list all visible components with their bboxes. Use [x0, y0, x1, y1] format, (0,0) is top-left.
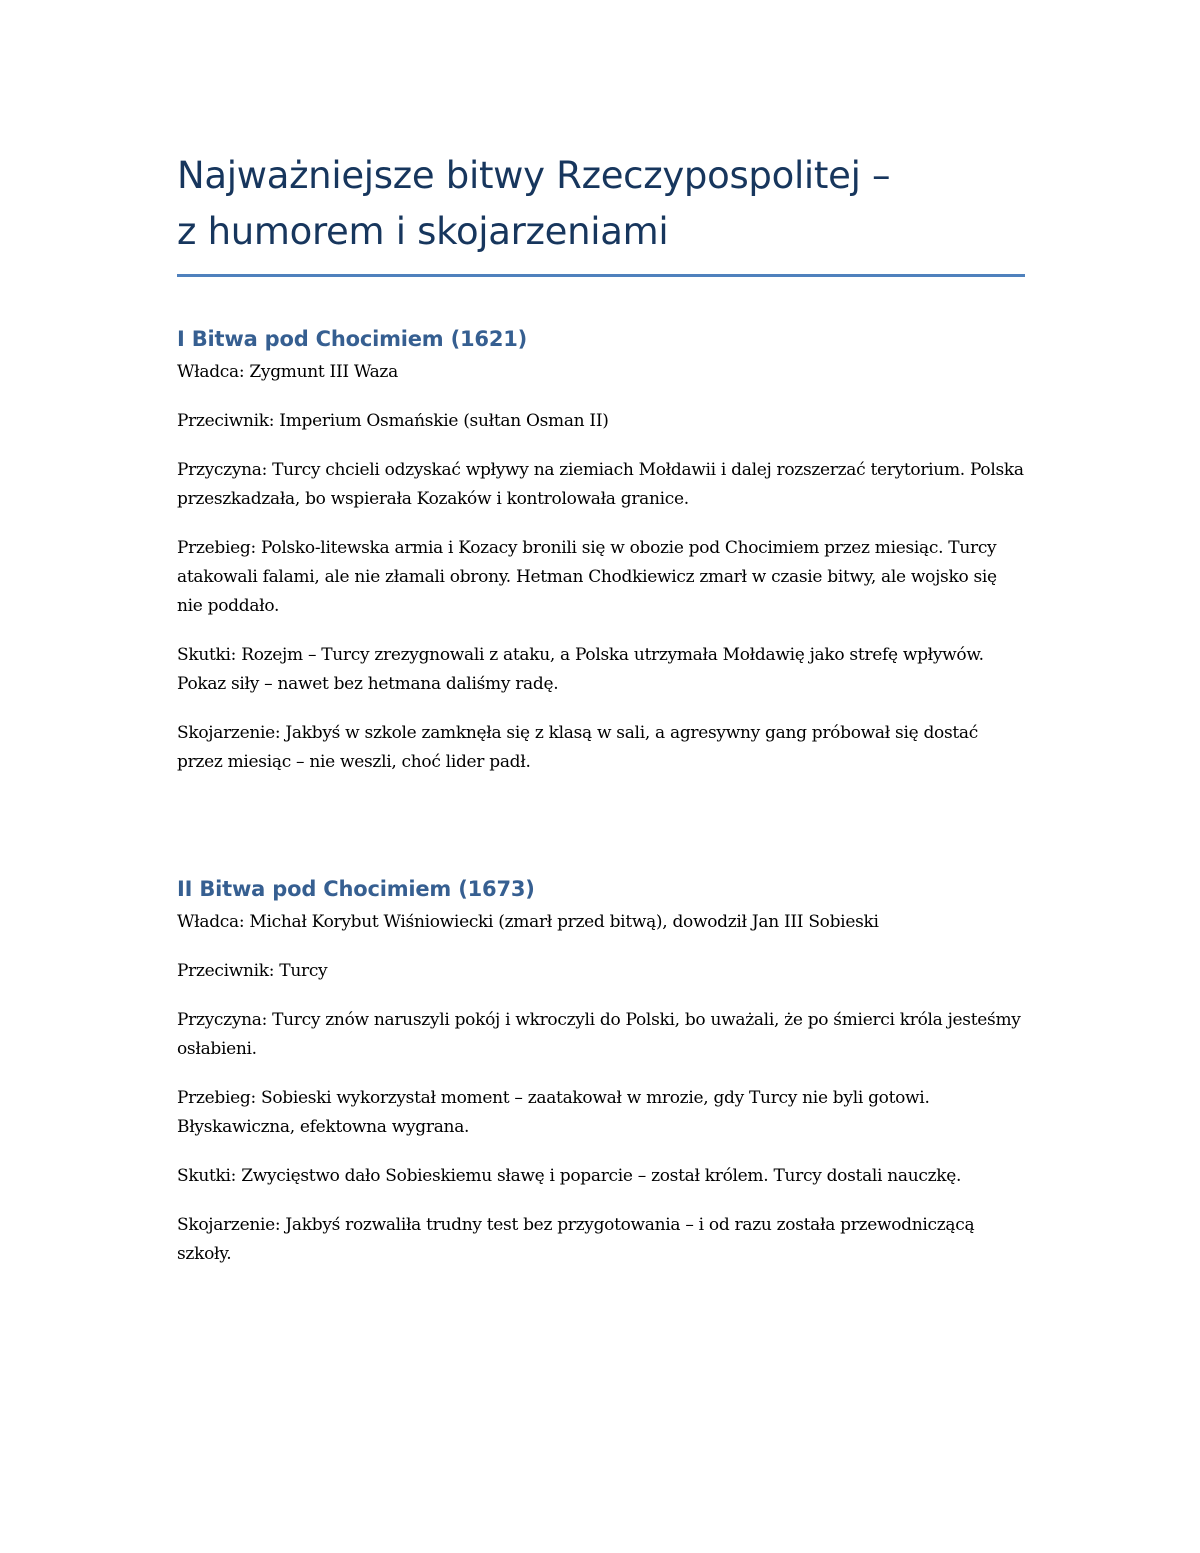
- paragraph-ruler: Władca: Zygmunt III Waza: [177, 362, 398, 382]
- title-line-2: z humorem i skojarzeniami: [177, 210, 669, 253]
- document-body: [177, 148, 1025, 1264]
- paragraph-opponent: Przeciwnik: Imperium Osmańskie (sułtan Osman II): [177, 411, 609, 431]
- paragraph-cause: Przyczyna: Turcy chcieli odzyskać wpływy na ziemiach Mołdawii i dalej rozszerzać terytorium. Polska przeszkadzała, bo wspierała Kozaków i kontrolowała granice.: [177, 460, 1024, 509]
- paragraph-association: Skojarzenie: Jakbyś rozwaliła trudny test bez przygotowania – i od razu została przewodniczącą szkoły.: [177, 1215, 975, 1264]
- title-underline: [177, 274, 1025, 277]
- document-title: [177, 148, 1025, 262]
- paragraph-effects: Skutki: Zwycięstwo dało Sobieskiemu sławę i poparcie – został królem. Turcy dostali nauczkę.: [177, 1166, 962, 1186]
- paragraph-association: Skojarzenie: Jakbyś w szkole zamknęła się z klasą w sali, a agresywny gang próbował się dostać przez miesiąc – nie weszli, choć lider padł.: [177, 723, 978, 772]
- paragraph-opponent: Przeciwnik: Turcy: [177, 961, 328, 981]
- paragraph-cause: Przyczyna: Turcy znów naruszyli pokój i wkroczyli do Polski, bo uważali, że po śmierci króla jesteśmy osłabieni.: [177, 1010, 1021, 1059]
- title-line-1: Najważniejsze bitwy Rzeczypospolitej –: [177, 154, 891, 197]
- paragraph-ruler: Władca: Michał Korybut Wiśniowiecki (zmarł przed bitwą), dowodził Jan III Sobieski: [177, 912, 879, 932]
- section-heading: I Bitwa pod Chocimiem (1621): [177, 327, 528, 351]
- paragraph-course: Przebieg: Polsko-litewska armia i Kozacy bronili się w obozie pod Chocimiem przez miesiąc. Turcy atakowali falami, ale nie złamali obrony. Hetman Chodkiewicz zmarł w czasie bitwy, ale wojsko się nie poddało.: [177, 538, 997, 616]
- paragraph-effects: Skutki: Rozejm – Turcy zrezygnowali z ataku, a Polska utrzymała Mołdawię jako strefę wpływów. Pokaz siły – nawet bez hetmana daliśmy radę.: [177, 645, 984, 694]
- section-heading: II Bitwa pod Chocimiem (1673): [177, 877, 535, 901]
- paragraph-course: Przebieg: Sobieski wykorzystał moment – zaatakował w mrozie, gdy Turcy nie byli gotowi. Błyskawiczna, efektowna wygrana.: [177, 1088, 930, 1137]
- section-second-battle: [177, 874, 1025, 1289]
- section-first-battle: [177, 324, 1025, 797]
